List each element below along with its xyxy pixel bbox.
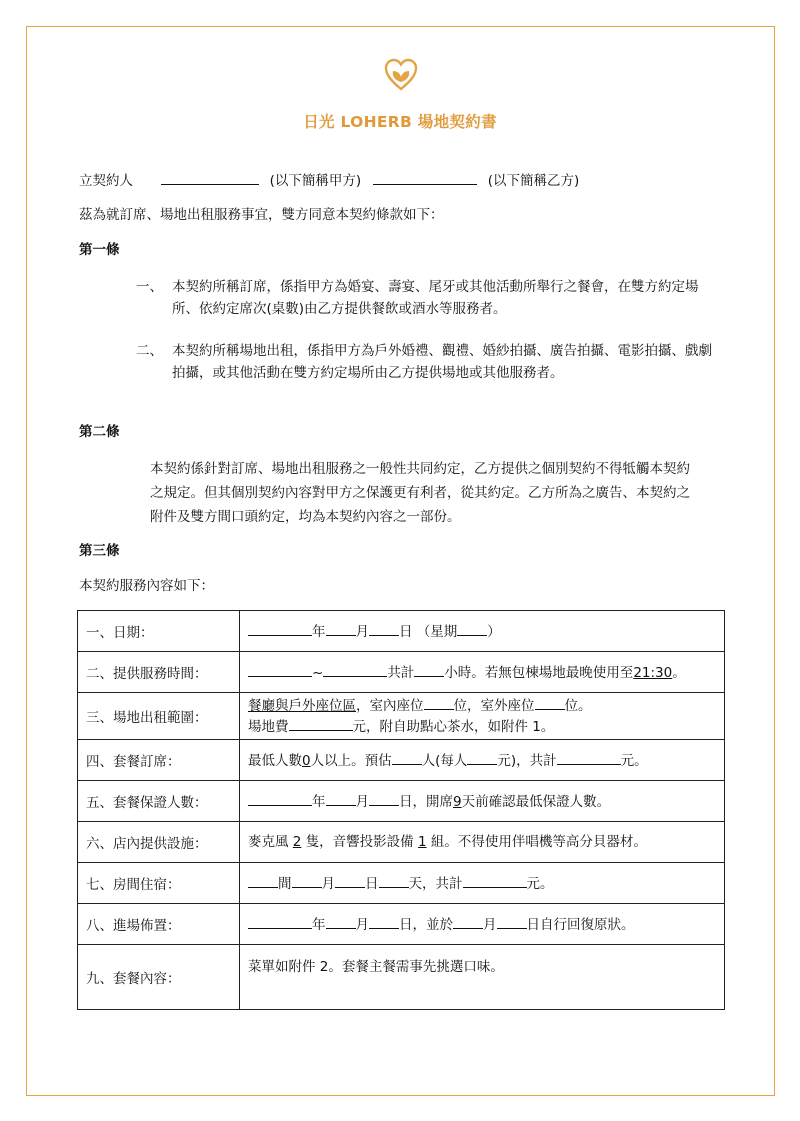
party-a-blank[interactable] <box>161 170 259 185</box>
row-label-set-meal: 四、套餐訂席： <box>78 740 240 781</box>
party-b-blank[interactable] <box>373 170 477 185</box>
preamble: 茲為就訂席、場地出租服務事宜，雙方同意本契約條款如下： <box>79 207 444 223</box>
article2-text: 本契約係針對訂席、場地出租服務之一般性共同約定，乙方提供之個別契約不得牴觸本契約之規定。但其個別契約內容對甲方之保護更有利者，從其約定。乙方所為之廣告、本契約之附件及雙方間口頭約定，均為本契約內容之一部份。 <box>150 461 690 525</box>
year-blank[interactable] <box>248 621 312 636</box>
row-label-menu: 九、套餐內容： <box>78 945 240 1010</box>
table-row <box>78 863 725 904</box>
item-number: 一、 <box>136 279 163 295</box>
item-number: 二、 <box>136 343 163 359</box>
restore-month-blank[interactable] <box>453 914 483 929</box>
month-blank[interactable] <box>326 621 356 636</box>
row-label-date: 一、日期： <box>78 611 240 652</box>
venue-fee-blank[interactable] <box>289 716 353 731</box>
table-row <box>78 822 725 863</box>
document-title: 日光 LOHERB 場地契約書 <box>303 113 497 131</box>
restore-day-blank[interactable] <box>497 914 527 929</box>
month-blank[interactable] <box>292 873 322 888</box>
start-time-blank[interactable] <box>248 662 312 677</box>
year-blank[interactable] <box>248 791 312 806</box>
day-blank[interactable] <box>369 791 399 806</box>
heart-leaf-logo-icon <box>384 58 418 92</box>
party-line <box>79 170 579 191</box>
row-value-setup: 年 月 日，並於 月 日自行回復原狀。 <box>240 904 725 945</box>
month-blank[interactable] <box>326 914 356 929</box>
party-b-suffix: (以下簡稱乙方) <box>487 173 580 189</box>
row-value-lodging: 間 月 日 天，共計 元。 <box>240 863 725 904</box>
article2-heading: 第二條 <box>79 424 120 440</box>
day-blank[interactable] <box>335 873 365 888</box>
row-label-venue: 三、場地出租範圍： <box>78 693 240 740</box>
item-text: 本契約所稱場地出租，係指甲方為戶外婚禮、觀禮、婚紗拍攝、廣告拍攝、電影拍攝、戲劇拍攝，或其他活動在雙方約定場所由乙方提供場地或其他服務者。 <box>172 343 712 381</box>
table-row <box>78 781 725 822</box>
table-row <box>78 611 725 652</box>
table-row <box>78 652 725 693</box>
weekday-blank[interactable] <box>457 621 487 636</box>
end-time-blank[interactable] <box>323 662 387 677</box>
table-row <box>78 904 725 945</box>
month-blank[interactable] <box>326 791 356 806</box>
row-value-date: 年 月 日 （星期 ） <box>240 611 725 652</box>
row-value-menu: 菜單如附件 2。套餐主餐需事先挑選口味。 <box>240 945 725 1010</box>
nights-blank[interactable] <box>379 873 409 888</box>
row-label-time: 二、提供服務時間： <box>78 652 240 693</box>
item-text: 本契約所稱訂席，係指甲方為婚宴、壽宴、尾牙或其他活動所舉行之餐會，在雙方約定場所、依約定席次(桌數)由乙方提供餐飲或酒水等服務者。 <box>172 279 699 317</box>
row-label-facilities: 六、店內提供設施： <box>78 822 240 863</box>
day-blank[interactable] <box>369 914 399 929</box>
article3-intro: 本契約服務內容如下： <box>79 578 214 594</box>
hours-blank[interactable] <box>414 662 444 677</box>
row-value-time: ~ 共計 小時。若無包棟場地最晚使用至21:30。 <box>240 652 725 693</box>
outdoor-seats-blank[interactable] <box>535 695 565 710</box>
day-blank[interactable] <box>369 621 399 636</box>
row-label-guarantee: 五、套餐保證人數： <box>78 781 240 822</box>
row-label-setup: 八、進場佈置： <box>78 904 240 945</box>
row-value-guarantee: 年 月 日，開席9天前確認最低保證人數。 <box>240 781 725 822</box>
row-label-lodging: 七、房間住宿： <box>78 863 240 904</box>
per-person-blank[interactable] <box>467 750 497 765</box>
row-value-set-meal: 最低人數0人以上。預估 人(每人 元)，共計 元。 <box>240 740 725 781</box>
table-row <box>78 693 725 740</box>
table-row <box>78 945 725 1010</box>
indoor-seats-blank[interactable] <box>424 695 454 710</box>
party-a-suffix: (以下簡稱甲方) <box>269 173 362 189</box>
article3-heading: 第三條 <box>79 543 120 559</box>
service-table <box>77 610 725 1010</box>
article1-heading: 第一條 <box>79 242 120 258</box>
rooms-blank[interactable] <box>248 873 278 888</box>
year-blank[interactable] <box>248 914 312 929</box>
table-row <box>78 740 725 781</box>
row-value-facilities: 麥克風 2 隻，音響投影設備 1 組。不得使用伴唱機等高分貝器材。 <box>240 822 725 863</box>
row-value-venue: 餐廳與戶外座位區，室內座位 位，室外座位 位。 場地費 元，附自助點心茶水，如附件 1。 <box>240 693 725 740</box>
party-label: 立契約人 <box>79 173 133 189</box>
estimate-blank[interactable] <box>392 750 422 765</box>
total-blank[interactable] <box>557 750 621 765</box>
total-blank[interactable] <box>463 873 527 888</box>
